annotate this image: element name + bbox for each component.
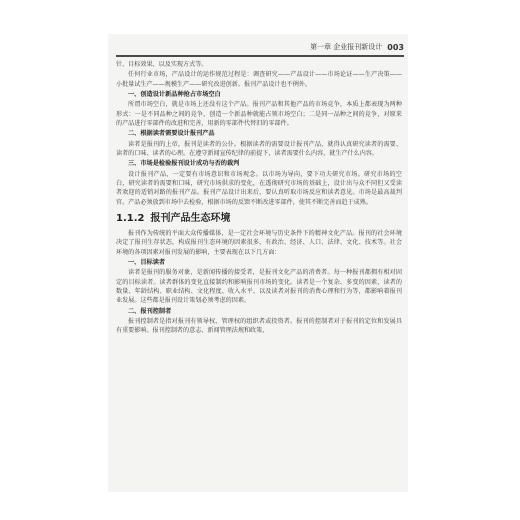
section-title-text: 报刊产品生态环境 <box>150 213 231 225</box>
body-text <box>116 60 402 337</box>
paragraph: 任何行业市场，产品设计的运作规范过程是：调查研究——产品设计——市场论证——生产决策——小批量试生产——规模生产——研究改进创新。报刊产品设计也不例外。 <box>116 71 402 88</box>
header-rule <box>116 55 404 57</box>
section-number: 1.1.2 <box>116 213 145 225</box>
subheading: 二、根据读者需要设计报刊产品 <box>128 130 215 138</box>
page-number: 003 <box>387 42 404 52</box>
paragraph: 所谓市场空白，就是市场上还没有这个产品。报刊产品和其他产品的市场竞争，本质上都表现为两种形式：一是不同品种之间的竞争，创造一个新品种就能占领市场空白；二是同一品种之间的竞争，对原来的产品进行零部件的改进和完善，用新的零部件代替旧的零部件。 <box>116 101 402 127</box>
running-header <box>116 40 404 54</box>
subheading: 一、创造设计新品种抢占市场空白 <box>128 90 221 98</box>
chapter-title: 第一章 企业报刊新设计 <box>310 43 383 51</box>
subheading: 二、报刊控制者 <box>128 307 172 315</box>
subheading: 三、市场是检验报刊设计成功与否的裁判 <box>128 160 240 168</box>
paragraph: 报刊控制者是指对报刊有领导权、管理权的组织者或投资者。报刊的控制者对于报刊的定位和发展具有重要影响。报刊控制者的意志、新闻管理法规和政策， <box>116 318 402 335</box>
subheading: 一、目标读者 <box>128 258 166 266</box>
paragraph: 读者是报刊的上帝，报刊是读者的公仆。根据读者的需要设计报刊产品，就得认真研究读者的需要、读者的口味、读者的心理。在遵守新闻宣传纪律的前提下，读者需要什么内容，就生产什么内容。 <box>116 140 402 158</box>
paragraph: 报刊作为传统的平面大众传播媒体，是一定社会环境与历史条件下的精神文化产品。报刊的社会环境决定了报刊生存状态，构成报刊生态环境的因素很多，有政治、经济、人口、法律、文化、技术等。社会环境的各项因素对报刊发展的影响，主要表现在以下几方面： <box>116 230 402 256</box>
section-title <box>116 211 402 226</box>
paragraph: 读者是报刊的服务对象，是新闻传播的接受者，是报刊文化产品的消费者。每一种报刊都拥有相对固定的目标读者。读者群体的变化直接制约和影响报刊市场的变化。读者是一个复杂、多变的因素，读者的数量、年龄结构、职业结构、文化程度、收入水平、以及读者对报刊的消费心理和行为等，都影响着报刊业发展。这些都是报刊设计策划必须考虑的因素。 <box>116 269 402 305</box>
paragraph: 针、目标效果、以及实现方式等。 <box>116 61 208 68</box>
paragraph: 设计报刊产品，一定要有市场意识和市场观念。以市场为导向，要下功夫研究市场。研究市场的空白，研究读者的需要和口味，研究市场供求的变化，在透彻研究市场的基础上，设计出与众不同但又受读者欢迎的适销对路的报刊产品。报刊产品设计出来后，要认真听取市场反应和读者意见。市场是最高裁判官。产品必须放到市场中去检验，根据市场的反馈不断改进零部件，使其不断完善而趋于成熟。 <box>116 170 402 206</box>
